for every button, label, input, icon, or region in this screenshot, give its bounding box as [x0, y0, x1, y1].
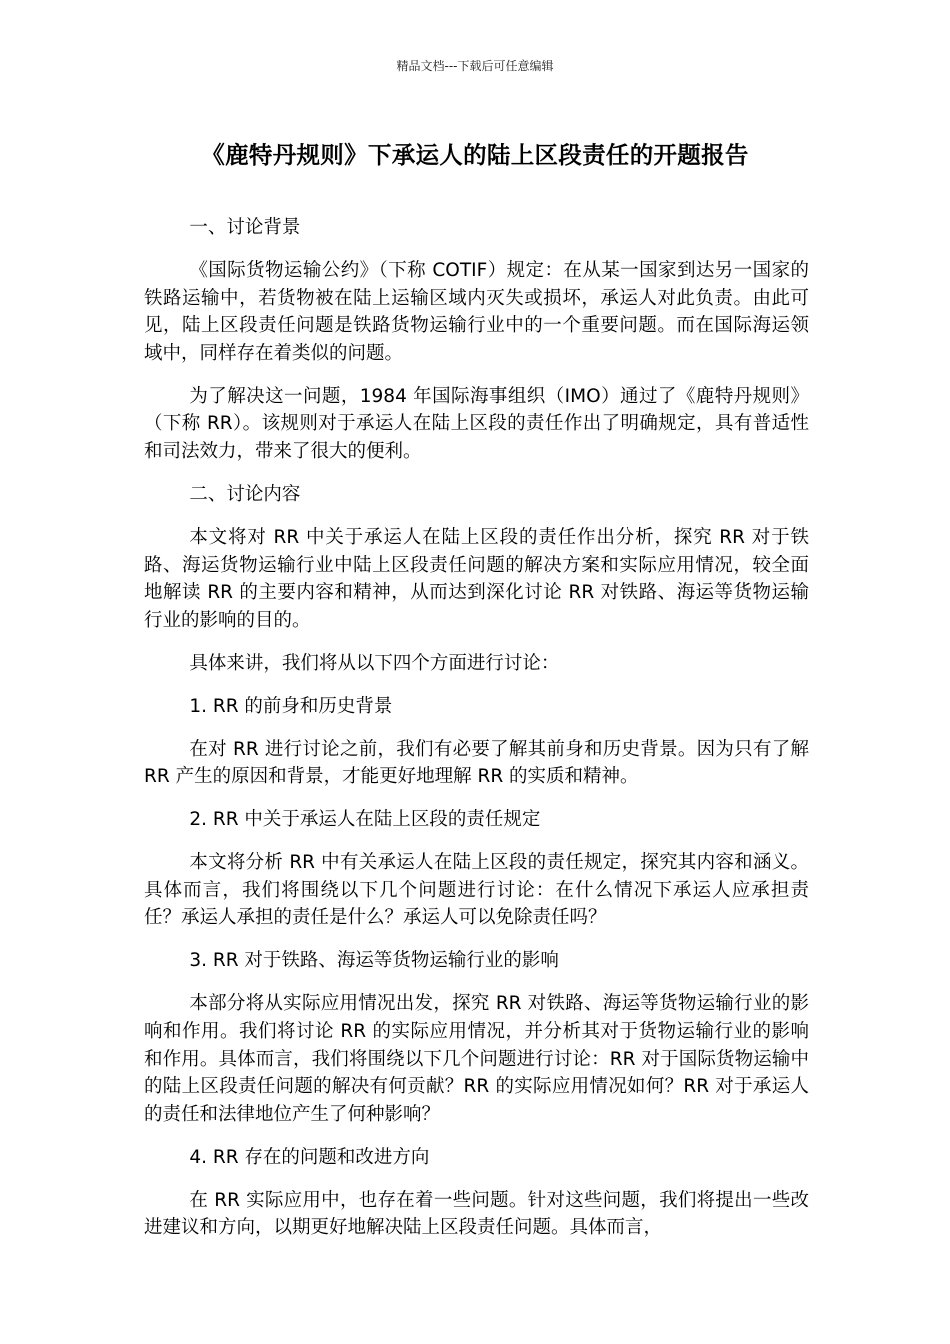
paragraph-problems: 在 RR 实际应用中，也存在着一些问题。针对这些问题，我们将提出一些改进建议和方向，以期更好地解决陆上区段责任问题。具体而言， [144, 1189, 809, 1239]
subheading-history: 1. RR 的前身和历史背景 [189, 695, 393, 717]
section-heading-background: 一、讨论背景 [189, 217, 301, 238]
document-title: 《鹿特丹规则》下承运人的陆上区段责任的开题报告 [201, 141, 749, 169]
header-note: 精品文档---下载后可任意编辑 [396, 59, 554, 73]
paragraph-industry-impact: 本部分将从实际应用情况出发，探究 RR 对铁路、海运等货物运输行业的影响和作用。我们将讨论 RR 的实际应用情况，并分析其对于货物运输行业的影响和作用。具体而言，我们将围绕以下几个问题进行讨论：RR 对于国际货物运输中的陆上区段责任问题的解决有何贡献？RR 的实际应用情况如何？RR 对于承运人的责任和法律地位产生了何种影响？ [144, 993, 809, 1125]
section-heading-content: 二、讨论内容 [189, 483, 301, 505]
paragraph-liability-rules: 本文将分析 RR 中有关承运人在陆上区段的责任规定，探究其内容和涵义。具体而言，我们将围绕以下几个问题进行讨论：在什么情况下承运人应承担责任？承运人承担的责任是什么？承运人可以免除责任吗？ [144, 852, 809, 929]
paragraph-rr-intro: 为了解决这一问题，1984 年国际海事组织（IMO）通过了《鹿特丹规则》（下称 RR）。该规则对于承运人在陆上区段的责任作出了明确规定，具有普适性和司法效力，带来了很大的便利。 [144, 385, 809, 462]
subheading-industry-impact: 3. RR 对于铁路、海运等货物运输行业的影响 [189, 950, 559, 972]
paragraph-history: 在对 RR 进行讨论之前，我们有必要了解其前身和历史背景。因为只有了解 RR 产生的原因和背景，才能更好地理解 RR 的实质和精神。 [144, 738, 809, 788]
paragraph-four-aspects: 具体来讲，我们将从以下四个方面进行讨论： [189, 652, 560, 674]
paragraph-cotif: 《国际货物运输公约》（下称 COTIF）规定：在从某一国家到达另一国家的铁路运输中，若货物被在陆上运输区域内灭失或损坏，承运人对此负责。由此可见，陆上区段责任问题是铁路货物运输行业中的一个重要问题。而在国际海运领域中，同样存在着类似的问题。 [144, 259, 809, 364]
paragraph-purpose: 本文将对 RR 中关于承运人在陆上区段的责任作出分析，探究 RR 对于铁路、海运货物运输行业中陆上区段责任问题的解决方案和实际应用情况，较全面地解读 RR 的主要内容和精神，从而达到深化讨论 RR 对铁路、海运等货物运输行业的影响的目的。 [144, 526, 809, 631]
document-body [144, 214, 809, 1257]
subheading-problems: 4. RR 存在的问题和改进方向 [189, 1146, 430, 1168]
subheading-liability-rules: 2. RR 中关于承运人在陆上区段的责任规定 [189, 809, 541, 831]
